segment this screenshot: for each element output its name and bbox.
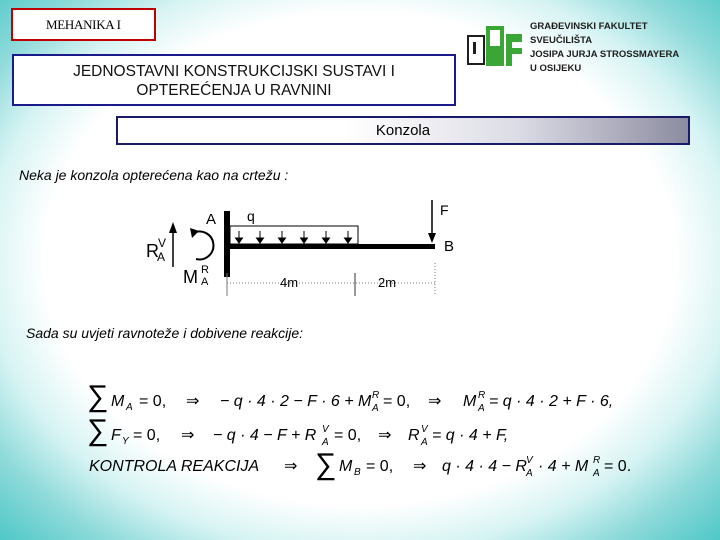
distributed-load-arrows: [236, 231, 352, 243]
section-title: Konzola: [116, 116, 690, 145]
eq1-a: A: [126, 402, 133, 413]
fixed-support-wall: [224, 211, 230, 277]
eq2-r2sub: A: [421, 437, 428, 448]
eq2-rhs2: = q · 4 + F,: [432, 427, 509, 444]
eq2-y: Y: [122, 436, 129, 447]
eq1-implies-2: ⇒: [428, 393, 442, 410]
label-q: q: [247, 208, 255, 224]
eq1-m: M: [111, 393, 125, 410]
sum-symbol: ∑: [87, 380, 109, 413]
eq3-rhs1b: · 4 + M: [538, 458, 589, 475]
cantilever-diagram: [140, 195, 455, 305]
equilibrium-equations: [85, 378, 645, 488]
eq2-rhs1b: = 0,: [334, 427, 362, 444]
faculty-name: [530, 20, 679, 76]
eq3-rhs1: q · 4 · 4 − R: [442, 458, 527, 475]
eq3-m1sub: A: [593, 468, 600, 479]
course-label: MEHANIKA I: [11, 8, 156, 41]
eq3-implies-2: ⇒: [413, 458, 427, 475]
eq1-m2sup: R: [478, 390, 486, 401]
sum-symbol: ∑: [315, 448, 337, 481]
faculty-line-4: U OSIJEKU: [530, 63, 582, 74]
label-a: A: [206, 211, 217, 228]
eq2-r1sub: A: [322, 437, 329, 448]
eq1-rhs1: − q · 4 · 2 − F · 6 + M: [220, 393, 372, 410]
eq3-m: M: [339, 458, 353, 475]
eq2-r2: R: [408, 427, 420, 444]
eq2-eq0: = 0,: [133, 427, 161, 444]
label-moment: M: [183, 267, 198, 287]
moment-arc-icon: [193, 231, 213, 259]
eq2-r2sup: V: [421, 424, 428, 435]
eq3-b: B: [354, 467, 361, 478]
beam: [230, 244, 435, 249]
intro-text: Neka je konzola opterećena kao na crtežu :: [19, 167, 289, 183]
faculty-line-3: JOSIPA JURJA STROSSMAYERA: [530, 49, 680, 60]
eq2-f: F: [111, 427, 121, 444]
label-b: B: [444, 238, 455, 255]
eq1-m1sub: A: [372, 403, 379, 414]
faculty-line-2: SVEUČILIŠTA: [530, 35, 593, 46]
label-f: F: [440, 202, 449, 218]
label-moment-sup: R: [201, 264, 209, 276]
title-line-2: OPTEREĆENJA U RAVNINI: [136, 82, 332, 99]
eq1-m2sub: A: [478, 403, 485, 414]
distributed-load-box: [230, 226, 358, 244]
eq3-implies-1: ⇒: [284, 458, 298, 475]
reactions-text: Sada su uvjeti ravnoteže i dobivene reakcije:: [26, 325, 304, 341]
eq1-m2: M: [463, 393, 477, 410]
sum-symbol: ∑: [87, 414, 109, 447]
eq1-m1sup: R: [372, 390, 380, 401]
faculty-logo-icon: [468, 26, 524, 76]
title-line-1: JEDNOSTAVNI KONSTRUKCIJSKI SUSTAVI I: [73, 63, 395, 80]
eq3-label: KONTROLA REAKCIJA: [89, 458, 260, 475]
page-title: [12, 54, 456, 106]
eq2-rhs1: − q · 4 − F + R: [213, 427, 317, 444]
reaction-arrowhead-icon: [169, 222, 177, 233]
equation-force-y: [87, 414, 508, 448]
eq1-implies-1: ⇒: [186, 393, 200, 410]
eq1-rhs2: = q · 4 · 2 + F · 6,: [489, 393, 614, 410]
dimension-2m: 2m: [378, 275, 397, 290]
eq1-rhs1b: = 0,: [383, 393, 411, 410]
eq3-eq0: = 0,: [366, 458, 394, 475]
eq1-eq0: = 0,: [139, 393, 167, 410]
eq2-r1sup: V: [322, 424, 329, 435]
eq3-r1sub: A: [526, 468, 533, 479]
dimension-4m: 4m: [280, 275, 299, 290]
faculty-line-1: GRAĐEVINSKI FAKULTET: [530, 21, 648, 32]
eq3-r1sup: V: [526, 455, 533, 466]
eq3-rhs1c: = 0.: [604, 458, 632, 475]
equation-check: [89, 448, 631, 481]
label-moment-sub: A: [201, 276, 209, 288]
eq3-m1sup: R: [593, 455, 601, 466]
label-reaction-sub: A: [157, 250, 166, 264]
eq2-implies-2: ⇒: [378, 427, 392, 444]
equation-moment-a: [87, 380, 613, 414]
moment-arrowhead-icon: [190, 228, 199, 238]
label-reaction-sup: V: [158, 236, 167, 250]
force-arrowhead-icon: [428, 233, 436, 243]
eq2-implies-1: ⇒: [181, 427, 195, 444]
label-reaction: R: [146, 241, 159, 261]
